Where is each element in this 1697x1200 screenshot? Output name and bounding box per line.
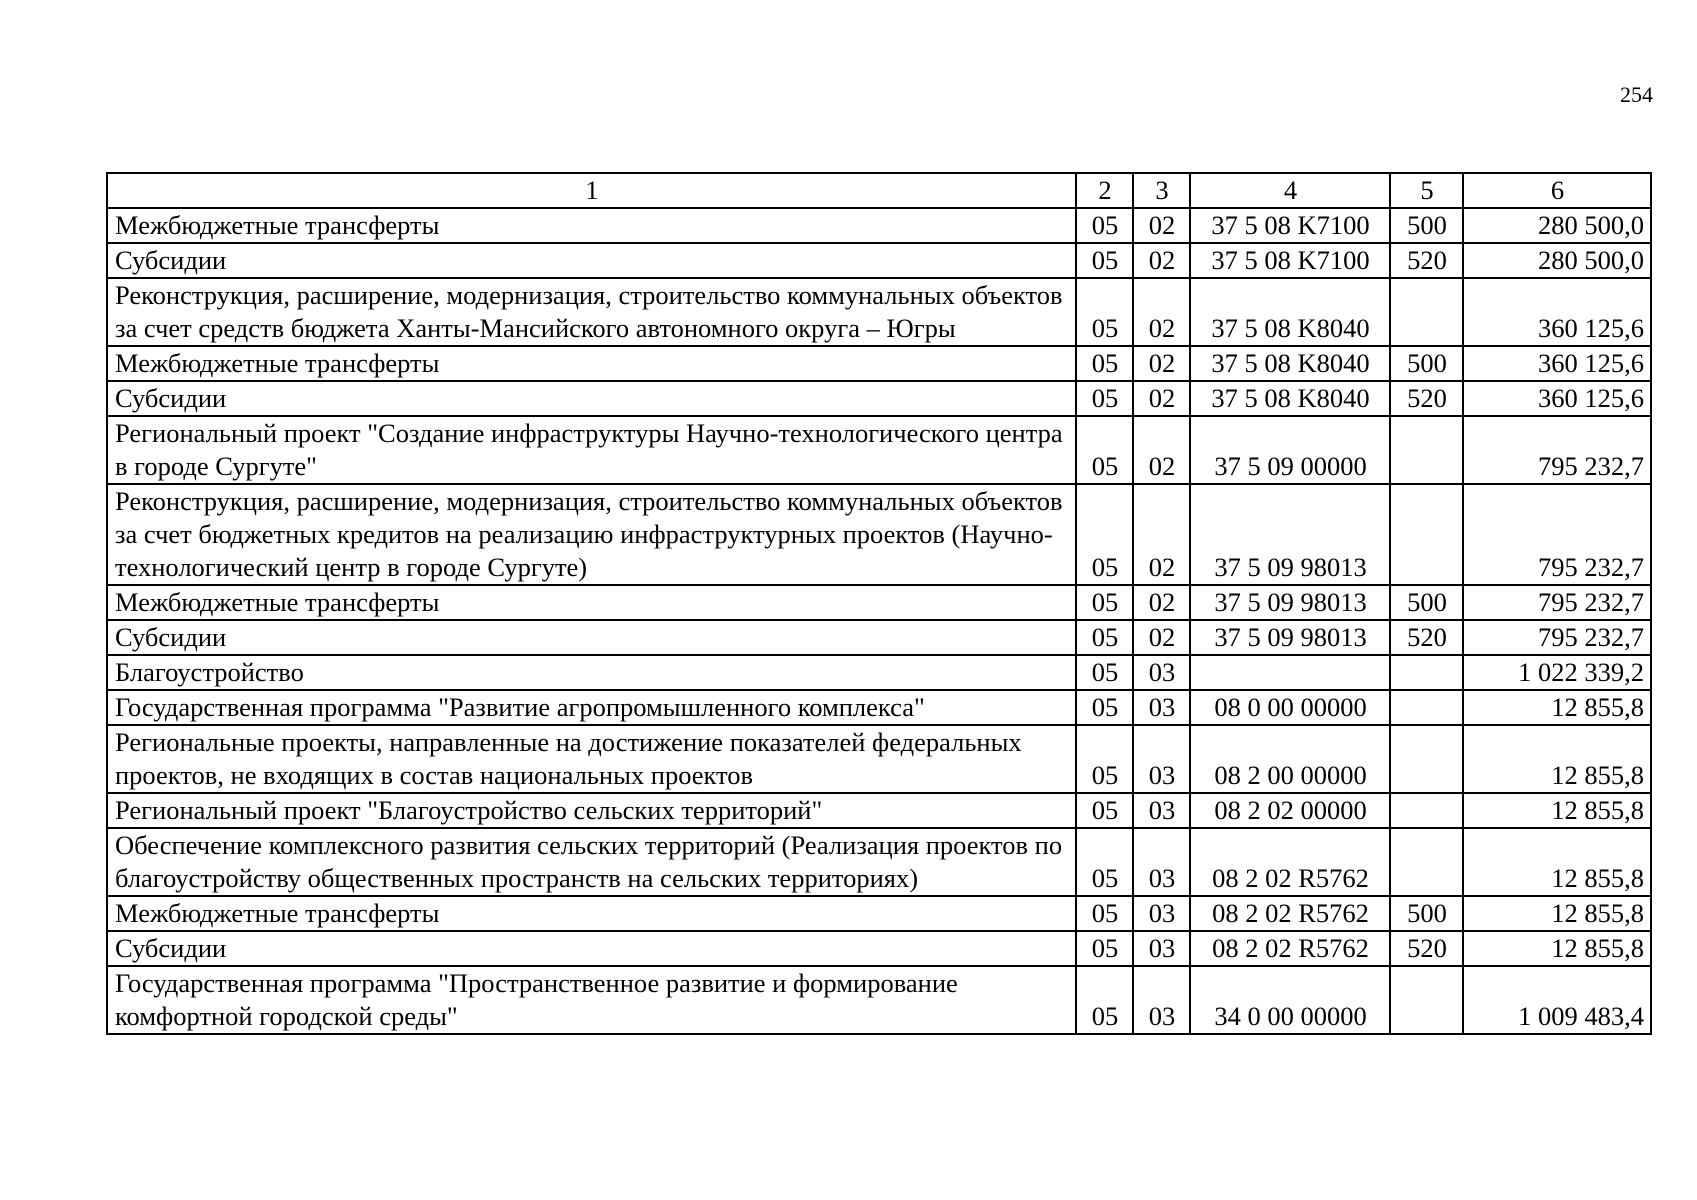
table-row [107, 620, 1651, 655]
cell-name: Субсидии [107, 381, 1076, 416]
cell-subsection: 02 [1133, 381, 1190, 416]
cell-section: 05 [1076, 725, 1133, 793]
table-row [107, 208, 1651, 243]
cell-amount: 1 009 483,4 [1463, 966, 1651, 1034]
cell-name: Субсидии [107, 931, 1076, 966]
column-header-target-article: 4 [1190, 173, 1390, 208]
cell-subsection: 03 [1133, 966, 1190, 1034]
cell-amount: 12 855,8 [1463, 725, 1651, 793]
cell-name: Межбюджетные трансферты [107, 896, 1076, 931]
cell-section: 05 [1076, 278, 1133, 346]
table-row [107, 725, 1651, 793]
cell-expense-type: 520 [1390, 620, 1463, 655]
cell-target-article: 37 5 09 98013 [1190, 484, 1390, 585]
column-header-name: 1 [107, 173, 1076, 208]
page-number: 254 [1620, 82, 1653, 107]
cell-name: Благоустройство [107, 655, 1076, 690]
table-row [107, 346, 1651, 381]
cell-name: Субсидии [107, 620, 1076, 655]
table-row [107, 896, 1651, 931]
table-row [107, 828, 1651, 896]
cell-amount: 12 855,8 [1463, 690, 1651, 725]
cell-subsection: 03 [1133, 828, 1190, 896]
table-row [107, 793, 1651, 828]
cell-section: 05 [1076, 931, 1133, 966]
cell-expense-type [1390, 793, 1463, 828]
cell-name: Региональный проект "Создание инфраструктуры Научно-технологического центра в городе Сургуте" [107, 416, 1076, 484]
cell-amount: 12 855,8 [1463, 896, 1651, 931]
cell-section: 05 [1076, 620, 1133, 655]
cell-amount: 360 125,6 [1463, 278, 1651, 346]
cell-subsection: 02 [1133, 484, 1190, 585]
table-row [107, 416, 1651, 484]
cell-amount: 280 500,0 [1463, 208, 1651, 243]
cell-name: Межбюджетные трансферты [107, 346, 1076, 381]
cell-expense-type [1390, 690, 1463, 725]
cell-section: 05 [1076, 966, 1133, 1034]
cell-expense-type: 520 [1390, 243, 1463, 278]
cell-expense-type: 500 [1390, 585, 1463, 620]
cell-target-article: 08 2 00 00000 [1190, 725, 1390, 793]
cell-target-article: 37 5 08 K8040 [1190, 381, 1390, 416]
cell-amount: 795 232,7 [1463, 416, 1651, 484]
table-row [107, 381, 1651, 416]
cell-subsection: 02 [1133, 208, 1190, 243]
table-row [107, 931, 1651, 966]
header-row [107, 173, 1651, 208]
cell-target-article [1190, 655, 1390, 690]
cell-expense-type [1390, 828, 1463, 896]
cell-subsection: 03 [1133, 725, 1190, 793]
cell-amount: 12 855,8 [1463, 793, 1651, 828]
column-header-subsection: 3 [1133, 173, 1190, 208]
cell-section: 05 [1076, 381, 1133, 416]
cell-subsection: 02 [1133, 278, 1190, 346]
cell-target-article: 08 2 02 R5762 [1190, 896, 1390, 931]
cell-section: 05 [1076, 828, 1133, 896]
cell-expense-type: 500 [1390, 208, 1463, 243]
cell-target-article: 08 2 02 R5762 [1190, 931, 1390, 966]
cell-section: 05 [1076, 585, 1133, 620]
cell-subsection: 03 [1133, 690, 1190, 725]
table-row [107, 655, 1651, 690]
cell-expense-type [1390, 655, 1463, 690]
table-row [107, 690, 1651, 725]
cell-target-article: 37 5 09 98013 [1190, 585, 1390, 620]
cell-section: 05 [1076, 484, 1133, 585]
cell-expense-type: 500 [1390, 896, 1463, 931]
cell-section: 05 [1076, 416, 1133, 484]
cell-subsection: 02 [1133, 243, 1190, 278]
cell-subsection: 02 [1133, 346, 1190, 381]
cell-subsection: 03 [1133, 655, 1190, 690]
cell-name: Государственная программа "Пространственное развитие и формирование комфортной городской среды" [107, 966, 1076, 1034]
cell-expense-type: 500 [1390, 346, 1463, 381]
cell-expense-type [1390, 416, 1463, 484]
cell-section: 05 [1076, 690, 1133, 725]
table-row [107, 585, 1651, 620]
cell-target-article: 08 2 02 00000 [1190, 793, 1390, 828]
cell-amount: 360 125,6 [1463, 346, 1651, 381]
table-body [107, 208, 1651, 1034]
table-row [107, 484, 1651, 585]
cell-name: Субсидии [107, 243, 1076, 278]
cell-amount: 360 125,6 [1463, 381, 1651, 416]
cell-name: Реконструкция, расширение, модернизация, строительство коммунальных объектов за счет средств бюджета Ханты-Мансийского автономного округа – Югры [107, 278, 1076, 346]
cell-expense-type [1390, 725, 1463, 793]
cell-name: Региональные проекты, направленные на достижение показателей федеральных проектов, не входящих в состав национальных проектов [107, 725, 1076, 793]
cell-expense-type [1390, 484, 1463, 585]
table-header [107, 173, 1651, 208]
cell-target-article: 08 0 00 00000 [1190, 690, 1390, 725]
table-row [107, 966, 1651, 1034]
cell-name: Региональный проект "Благоустройство сельских территорий" [107, 793, 1076, 828]
cell-target-article: 37 5 08 K8040 [1190, 346, 1390, 381]
cell-target-article: 37 5 08 K8040 [1190, 278, 1390, 346]
cell-subsection: 03 [1133, 896, 1190, 931]
cell-section: 05 [1076, 346, 1133, 381]
cell-target-article: 37 5 08 K7100 [1190, 243, 1390, 278]
cell-subsection: 02 [1133, 585, 1190, 620]
column-header-section: 2 [1076, 173, 1133, 208]
cell-target-article: 08 2 02 R5762 [1190, 828, 1390, 896]
cell-amount: 795 232,7 [1463, 620, 1651, 655]
cell-name: Обеспечение комплексного развития сельских территорий (Реализация проектов по благоустройству общественных пространств на сельских территориях) [107, 828, 1076, 896]
cell-subsection: 02 [1133, 416, 1190, 484]
cell-name: Межбюджетные трансферты [107, 208, 1076, 243]
cell-expense-type: 520 [1390, 931, 1463, 966]
table-row [107, 278, 1651, 346]
cell-section: 05 [1076, 655, 1133, 690]
cell-subsection: 03 [1133, 793, 1190, 828]
cell-expense-type [1390, 278, 1463, 346]
cell-target-article: 34 0 00 00000 [1190, 966, 1390, 1034]
cell-subsection: 02 [1133, 620, 1190, 655]
cell-expense-type: 520 [1390, 381, 1463, 416]
cell-target-article: 37 5 09 98013 [1190, 620, 1390, 655]
cell-expense-type [1390, 966, 1463, 1034]
cell-section: 05 [1076, 208, 1133, 243]
cell-amount: 1 022 339,2 [1463, 655, 1651, 690]
column-header-amount: 6 [1463, 173, 1651, 208]
cell-amount: 12 855,8 [1463, 828, 1651, 896]
cell-amount: 795 232,7 [1463, 484, 1651, 585]
cell-amount: 280 500,0 [1463, 243, 1651, 278]
column-header-expense-type: 5 [1390, 173, 1463, 208]
cell-name: Реконструкция, расширение, модернизация, строительство коммунальных объектов за счет бюджетных кредитов на реализацию инфраструктурных проектов (Научно-технологический центр в городе Сургуте) [107, 484, 1076, 585]
budget-table [106, 172, 1652, 1035]
cell-amount: 795 232,7 [1463, 585, 1651, 620]
table-row [107, 243, 1651, 278]
cell-target-article: 37 5 08 K7100 [1190, 208, 1390, 243]
cell-amount: 12 855,8 [1463, 931, 1651, 966]
cell-name: Межбюджетные трансферты [107, 585, 1076, 620]
cell-name: Государственная программа "Развитие агропромышленного комплекса" [107, 690, 1076, 725]
cell-section: 05 [1076, 243, 1133, 278]
cell-section: 05 [1076, 793, 1133, 828]
cell-target-article: 37 5 09 00000 [1190, 416, 1390, 484]
cell-section: 05 [1076, 896, 1133, 931]
cell-subsection: 03 [1133, 931, 1190, 966]
